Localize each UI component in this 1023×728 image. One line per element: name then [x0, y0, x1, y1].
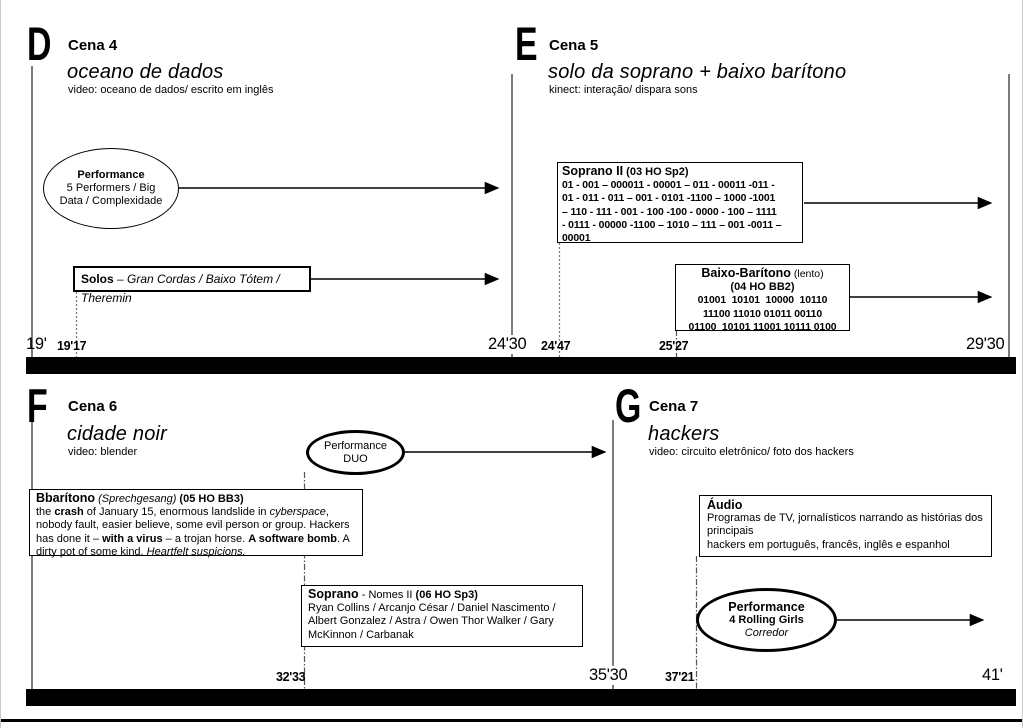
- scene-f-title: Cena 6: [68, 398, 118, 415]
- soprano2-seq-line: – 110 - 111 - 001 - 100 -100 - 0000 - 100 – 1111: [562, 206, 777, 218]
- scene-e-letter: E: [515, 17, 538, 70]
- scene-d-letter: D: [27, 17, 52, 70]
- timeline-bar-top: [26, 357, 1016, 374]
- baixo-baritono-box: [675, 264, 850, 331]
- time-label-19-17: 19'17: [57, 339, 87, 353]
- soprano2-box: [557, 162, 803, 243]
- solos-box: [73, 266, 311, 305]
- duo-ellipse-line2: DUO: [343, 452, 368, 465]
- time-label-32-33: 32'33: [276, 670, 306, 684]
- soprano3-code: (06 HO Sp3): [415, 589, 478, 601]
- time-label-35-30: 35'30: [589, 666, 628, 684]
- scene-e-subtitle: solo da soprano + baixo barítono: [548, 61, 847, 83]
- scene-d-subtitle: oceano de dados: [67, 61, 224, 83]
- performance-ellipse-title: Performance: [77, 169, 145, 181]
- soprano2-title: Soprano II: [562, 164, 624, 178]
- scene-g-subtitle: hackers: [648, 423, 720, 445]
- bbaritono-style: (Sprechgesang): [95, 493, 180, 505]
- soprano3-mid: - Nomes II: [358, 589, 416, 601]
- duo-ellipse: [306, 430, 405, 475]
- time-label-24-30: 24'30: [488, 335, 527, 353]
- time-label-24-47: 24'47: [541, 339, 571, 353]
- soprano3-title: Soprano: [308, 587, 359, 601]
- baixo-seq-line: 01001 10101 10000 10110: [697, 295, 828, 307]
- soprano2-seq-line: 00001: [562, 233, 591, 245]
- audio-line2: hackers em português, francês, inglês e espanhol: [707, 538, 950, 551]
- soprano2-seq-line: - 0111 - 00000 -1100 – 1010 – 111 – 001 -0011 –: [562, 219, 782, 231]
- baixo-seq-line: 01100 10101 11001 10111 0100: [688, 321, 837, 333]
- time-label-29-30: 29'30: [966, 335, 1005, 353]
- audio-title: Áudio: [707, 498, 743, 512]
- scene-e-note: kinect: interação/ dispara sons: [549, 84, 698, 96]
- rolling-girls-title: Performance: [728, 599, 805, 614]
- performance-ellipse: [43, 148, 179, 229]
- time-label-41: 41': [982, 666, 1003, 684]
- bbaritono-body: the crash of January 15, enormous landslide in cyberspace, nobody fault, easier believe, some evil person or group. Hackers has done it – with a virus – a trojan horse. A software bomb. A dirty pot of some kind. Heartfelt suspicions.: [36, 506, 350, 558]
- time-label-25-27: 25'27: [659, 339, 689, 353]
- soprano3-box: [301, 585, 583, 647]
- soprano3-names: Ryan Collins / Arcanjo César / Daniel Nascimento / Albert Gonzalez / Astra / Owen Thor Walker / Gary McKinnon / Carbanak: [308, 602, 556, 641]
- performance-ellipse-line3: Data / Complexidade: [59, 195, 163, 207]
- scene-g-letter: G: [615, 379, 642, 432]
- duo-ellipse-title: Performance: [324, 439, 387, 452]
- rolling-girls-line3: Corredor: [744, 626, 789, 639]
- bbaritono-title: Bbarítono: [36, 491, 96, 505]
- scene-f-note: video: blender: [68, 446, 138, 458]
- audio-box: [699, 495, 992, 557]
- baixo-code: (04 HO BB2): [730, 281, 795, 294]
- timeline-bar-bottom: [26, 689, 1016, 706]
- page-bottom-rule: [1, 719, 1023, 722]
- rolling-girls-line2: 4 Rolling Girls: [729, 613, 804, 626]
- baixo-tempo: (lento): [790, 268, 824, 280]
- audio-line1: Programas de TV, jornalísticos narrando as histórias dos principais: [707, 512, 983, 538]
- performance-ellipse-line2: 5 Performers / Big: [66, 182, 156, 194]
- scene-d-title: Cena 4: [68, 37, 118, 54]
- rolling-girls-ellipse: [696, 588, 837, 652]
- baixo-title: Baixo-Barítono: [701, 266, 791, 280]
- bbaritono-box: [29, 489, 363, 556]
- scene-f-subtitle: cidade noir: [67, 423, 168, 445]
- time-label-37-21: 37'21: [665, 670, 695, 684]
- scene-g-note: video: circuito eletrônico/ foto dos hackers: [649, 446, 854, 458]
- soprano2-seq-line: 01 - 001 – 000011 - 00001 – 011 - 00011 -011 -: [562, 180, 775, 192]
- solos-detail: – Gran Cordas / Baixo Tótem / Theremin: [81, 272, 280, 305]
- scene-g-title: Cena 7: [649, 398, 699, 415]
- soprano2-seq-line: 01 - 011 - 011 – 001 - 0101 -1100 – 1000 -1001: [562, 193, 776, 205]
- scene-e-title: Cena 5: [549, 37, 599, 54]
- time-label-19: 19': [26, 335, 47, 353]
- baixo-seq-line: 11100 11010 01011 00110: [702, 308, 823, 320]
- bbaritono-code: (05 HO BB3): [179, 493, 244, 505]
- soprano2-code: (03 HO Sp2): [623, 166, 689, 178]
- scene-f-letter: F: [27, 379, 48, 432]
- scene-d-note: video: oceano de dados/ escrito em inglês: [68, 84, 274, 96]
- solos-label: Solos: [81, 272, 114, 286]
